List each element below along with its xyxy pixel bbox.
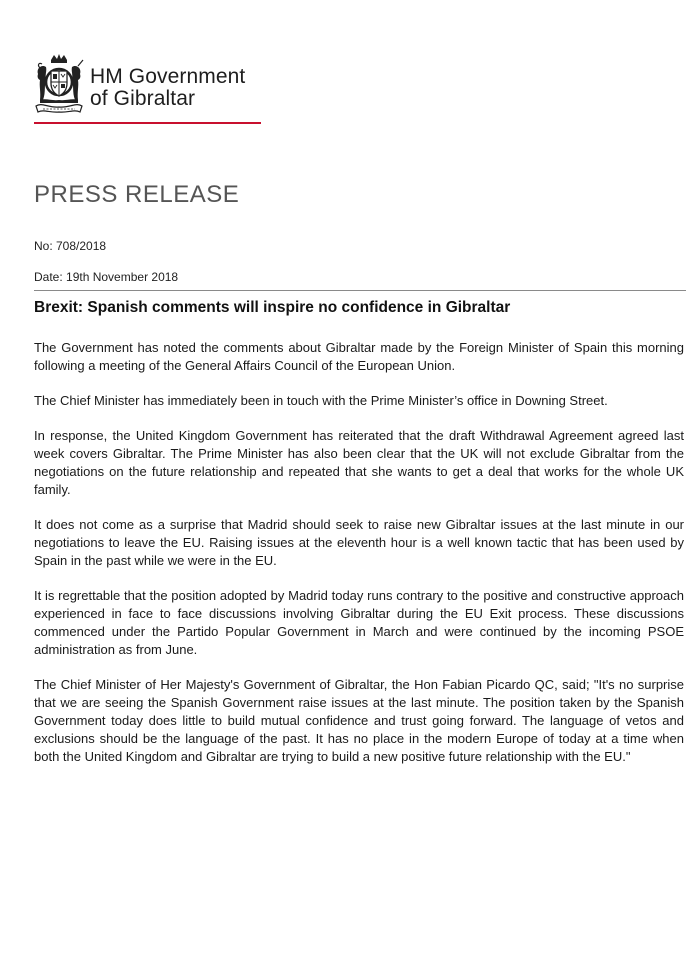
body-paragraph: The Chief Minister of Her Majesty's Government of Gibraltar, the Hon Fabian Picardo QC, said; "It's no surprise that we are seeing the Spanish Government raise issues at the last minute. The position taken by the Spanish Government today does little to build mutual confidence and trust going forward. The language of vetos and exclusions should be the language of the past. It has no place in the modern Europe of today at a time when both the United Kingdom and Gibraltar are trying to build a new positive future relationship with the EU." — [34, 677, 684, 764]
org-name-line2: of Gibraltar — [90, 87, 196, 110]
press-release-headline: Brexit: Spanish comments will inspire no confidence in Gibraltar — [34, 299, 511, 316]
body-paragraph: The Chief Minister has immediately been in touch with the Prime Minister’s office in Downing Street. — [34, 393, 608, 408]
document-type-heading: PRESS RELEASE — [34, 181, 240, 208]
body-paragraph: It is regrettable that the position adopted by Madrid today runs contrary to the positive and constructive approach experienced in face to face discussions involving Gibraltar during the EU Exit process. These discussions commenced under the Partido Popular Government in March and were continued by the incoming PSOE administration as from June. — [34, 588, 684, 657]
release-number: No: 708/2018 — [34, 239, 107, 253]
letterhead-red-rule — [34, 122, 261, 124]
organisation-name — [90, 66, 245, 110]
press-release-body — [34, 339, 684, 783]
org-name-line1: HM Government — [90, 65, 246, 88]
letterhead — [34, 52, 264, 124]
body-paragraph: The Government has noted the comments about Gibraltar made by the Foreign Minister of Spain this morning following a meeting of the General Affairs Council of the European Union. — [34, 340, 684, 373]
body-paragraph: It does not come as a surprise that Madrid should seek to raise new Gibraltar issues at the last minute in our negotiations to leave the EU. Raising issues at the eleventh hour is a well known tactic that has been used by Spain in the past while we were in the EU. — [34, 517, 684, 568]
headline-divider — [34, 290, 686, 291]
release-date: Date: 19th November 2018 — [34, 270, 179, 284]
coat-of-arms-icon — [34, 52, 84, 118]
body-paragraph: In response, the United Kingdom Government has reiterated that the draft Withdrawal Agreement agreed last week covers Gibraltar. The Prime Minister has also been clear that the UK will not exclude Gibraltar from the negotiations on the future relationship and repeated that she wants to get a deal that works for the whole UK family. — [34, 428, 684, 497]
